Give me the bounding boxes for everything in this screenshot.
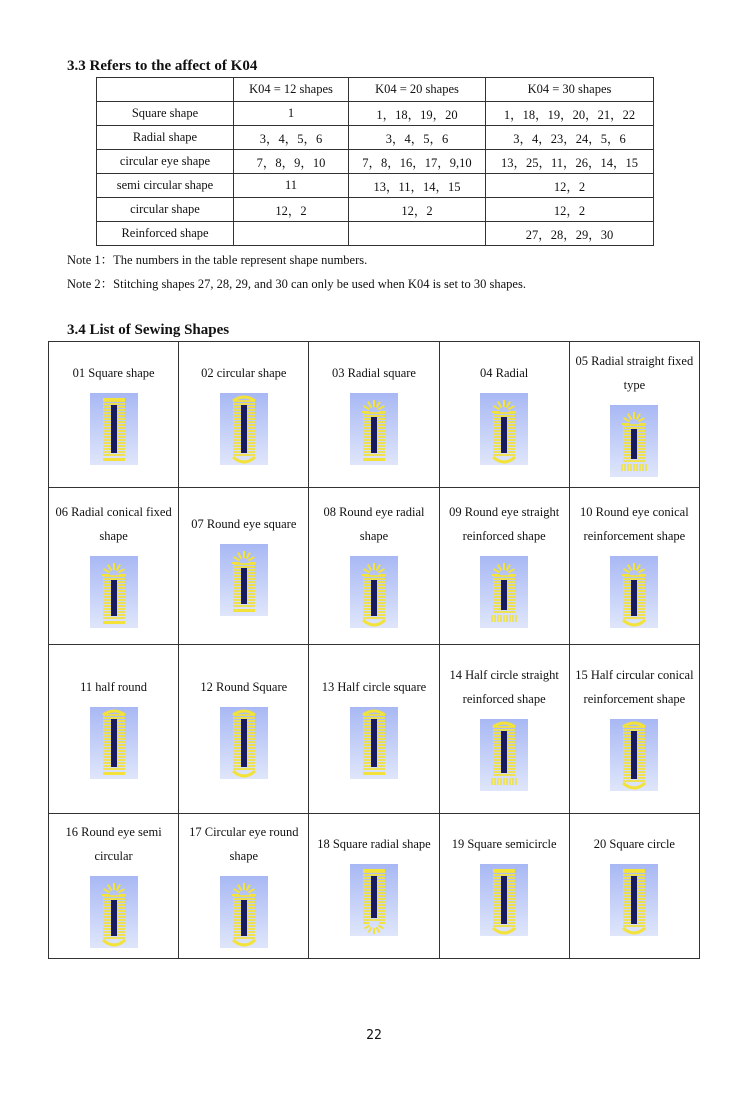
circular-eye-round-buttonhole-icon <box>220 876 268 948</box>
shape-label: 03 Radial square <box>331 365 416 380</box>
shape-cell <box>49 342 179 488</box>
note-1: Note 1：The numbers in the table represent shape numbers. <box>67 253 368 267</box>
shape-label: 07 Round eye square <box>191 517 297 531</box>
shape-cell <box>179 645 309 814</box>
table-cell: 3，4，5，6 <box>349 126 486 150</box>
table-row <box>49 488 700 645</box>
shape-label: 11 half round <box>80 680 148 694</box>
table-row <box>97 126 654 150</box>
note-2: Note 2：Stitching shapes 27, 28, 29, and 30 can only be used when K04 is set to 30 shapes. <box>67 277 526 291</box>
shape-label: 01 Square shape <box>72 365 155 380</box>
table-cell: 12，2 <box>486 174 654 198</box>
shape-label: 19 Square semicircle <box>451 837 557 851</box>
shape-cell <box>569 342 699 488</box>
table-cell: Reinforced shape <box>97 222 234 246</box>
half-circle-straight-buttonhole-icon <box>480 719 528 791</box>
shape-cell <box>569 645 699 814</box>
round-eye-conical-buttonhole-icon <box>610 556 658 628</box>
shape-label: 06 Radial conical fixed shape <box>55 505 172 543</box>
table-row <box>49 814 700 959</box>
table-cell: circular shape <box>97 198 234 222</box>
shape-label: 15 Half circular conical reinforcement shape <box>575 668 694 706</box>
shape-label: 10 Round eye conical reinforcement shape <box>580 505 689 543</box>
shape-cell <box>49 645 179 814</box>
table-cell: 1，18，19，20 <box>349 102 486 126</box>
round-eye-straight-reinforced-buttonhole-icon <box>480 556 528 628</box>
half-round-buttonhole-icon <box>90 707 138 779</box>
radial-square-buttonhole-icon <box>350 393 398 465</box>
section-3-4-heading: 3.4 List of Sewing Shapes <box>67 322 230 338</box>
shape-cell <box>309 645 439 814</box>
table-row <box>97 198 654 222</box>
round-eye-radial-buttonhole-icon <box>350 556 398 628</box>
shape-cell <box>309 488 439 645</box>
square-circle-buttonhole-icon <box>610 864 658 936</box>
shape-cell <box>569 814 699 959</box>
circular-buttonhole-icon <box>220 393 268 465</box>
table-cell: circular eye shape <box>97 150 234 174</box>
shape-cell <box>49 488 179 645</box>
shape-label: 18 Square radial shape <box>317 837 431 851</box>
shape-label: 05 Radial straight fixed type <box>575 353 694 392</box>
shape-label: 04 Radial <box>480 365 529 380</box>
shape-label: 08 Round eye radial shape <box>323 505 425 543</box>
square-semicircle-buttonhole-icon <box>480 864 528 936</box>
round-eye-semicircular-buttonhole-icon <box>90 876 138 948</box>
table-row <box>97 222 654 246</box>
square-radial-buttonhole-icon <box>350 864 398 936</box>
table-cell: 13，11，14，15 <box>349 174 486 198</box>
table-cell: Square shape <box>97 102 234 126</box>
table-row <box>97 174 654 198</box>
table-cell: Radial shape <box>97 126 234 150</box>
table-cell <box>349 222 486 246</box>
shape-cell <box>439 342 569 488</box>
shape-cell <box>439 488 569 645</box>
shape-label: 14 Half circle straight reinforced shape <box>449 668 559 706</box>
table-cell: 7，8，16，17，9,10 <box>349 150 486 174</box>
table-row <box>97 150 654 174</box>
radial-buttonhole-icon <box>480 393 528 465</box>
round-square-buttonhole-icon <box>220 707 268 779</box>
shape-label: 16 Round eye semi circular <box>65 825 162 863</box>
table-header-cell <box>97 78 234 102</box>
half-circular-conical-buttonhole-icon <box>610 719 658 791</box>
shape-label: 13 Half circle square <box>321 680 427 694</box>
page-number: 22 <box>366 1028 382 1043</box>
shape-cell <box>309 814 439 959</box>
shape-cell <box>179 488 309 645</box>
table-row <box>49 342 700 488</box>
square-buttonhole-icon <box>90 393 138 465</box>
radial-straight-fixed-buttonhole-icon <box>610 405 658 477</box>
table-cell: 11 <box>234 174 349 198</box>
table-cell: 7，8，9，10 <box>234 150 349 174</box>
shape-label: 09 Round eye straight reinforced shape <box>449 505 560 543</box>
shape-cell <box>309 342 439 488</box>
table-header-cell: K04 = 30 shapes <box>486 78 654 102</box>
table-cell: 3，4，23，24，5，6 <box>486 126 654 150</box>
shape-cell <box>439 814 569 959</box>
shape-cell <box>439 645 569 814</box>
k04-effect-table <box>96 77 654 246</box>
sewing-shapes-table <box>48 341 700 959</box>
shape-label: 20 Square circle <box>593 837 675 851</box>
shape-label: 12 Round Square <box>200 680 288 694</box>
table-cell: 1，18，19，20，21，22 <box>486 102 654 126</box>
shape-cell <box>49 814 179 959</box>
shape-cell <box>179 814 309 959</box>
table-cell: 13，25，11，26，14，15 <box>486 150 654 174</box>
table-cell: semi circular shape <box>97 174 234 198</box>
table-cell: 12，2 <box>486 198 654 222</box>
half-circle-square-buttonhole-icon <box>350 707 398 779</box>
table-cell: 12，2 <box>234 198 349 222</box>
round-eye-square-buttonhole-icon <box>220 544 268 616</box>
table-header-cell: K04 = 12 shapes <box>234 78 349 102</box>
shape-cell <box>569 488 699 645</box>
table-cell: 1 <box>234 102 349 126</box>
table-cell: 12，2 <box>349 198 486 222</box>
table-row <box>97 102 654 126</box>
table-cell <box>234 222 349 246</box>
radial-conical-buttonhole-icon <box>90 556 138 628</box>
table-cell: 3，4，5，6 <box>234 126 349 150</box>
shape-label: 17 Circular eye round shape <box>189 825 299 863</box>
table-header-row <box>97 78 654 102</box>
shape-cell <box>179 342 309 488</box>
table-cell: 27，28，29，30 <box>486 222 654 246</box>
shape-label: 02 circular shape <box>201 365 287 380</box>
table-row <box>49 645 700 814</box>
table-header-cell: K04 = 20 shapes <box>349 78 486 102</box>
section-3-3-heading: 3.3 Refers to the affect of K04 <box>67 58 258 74</box>
